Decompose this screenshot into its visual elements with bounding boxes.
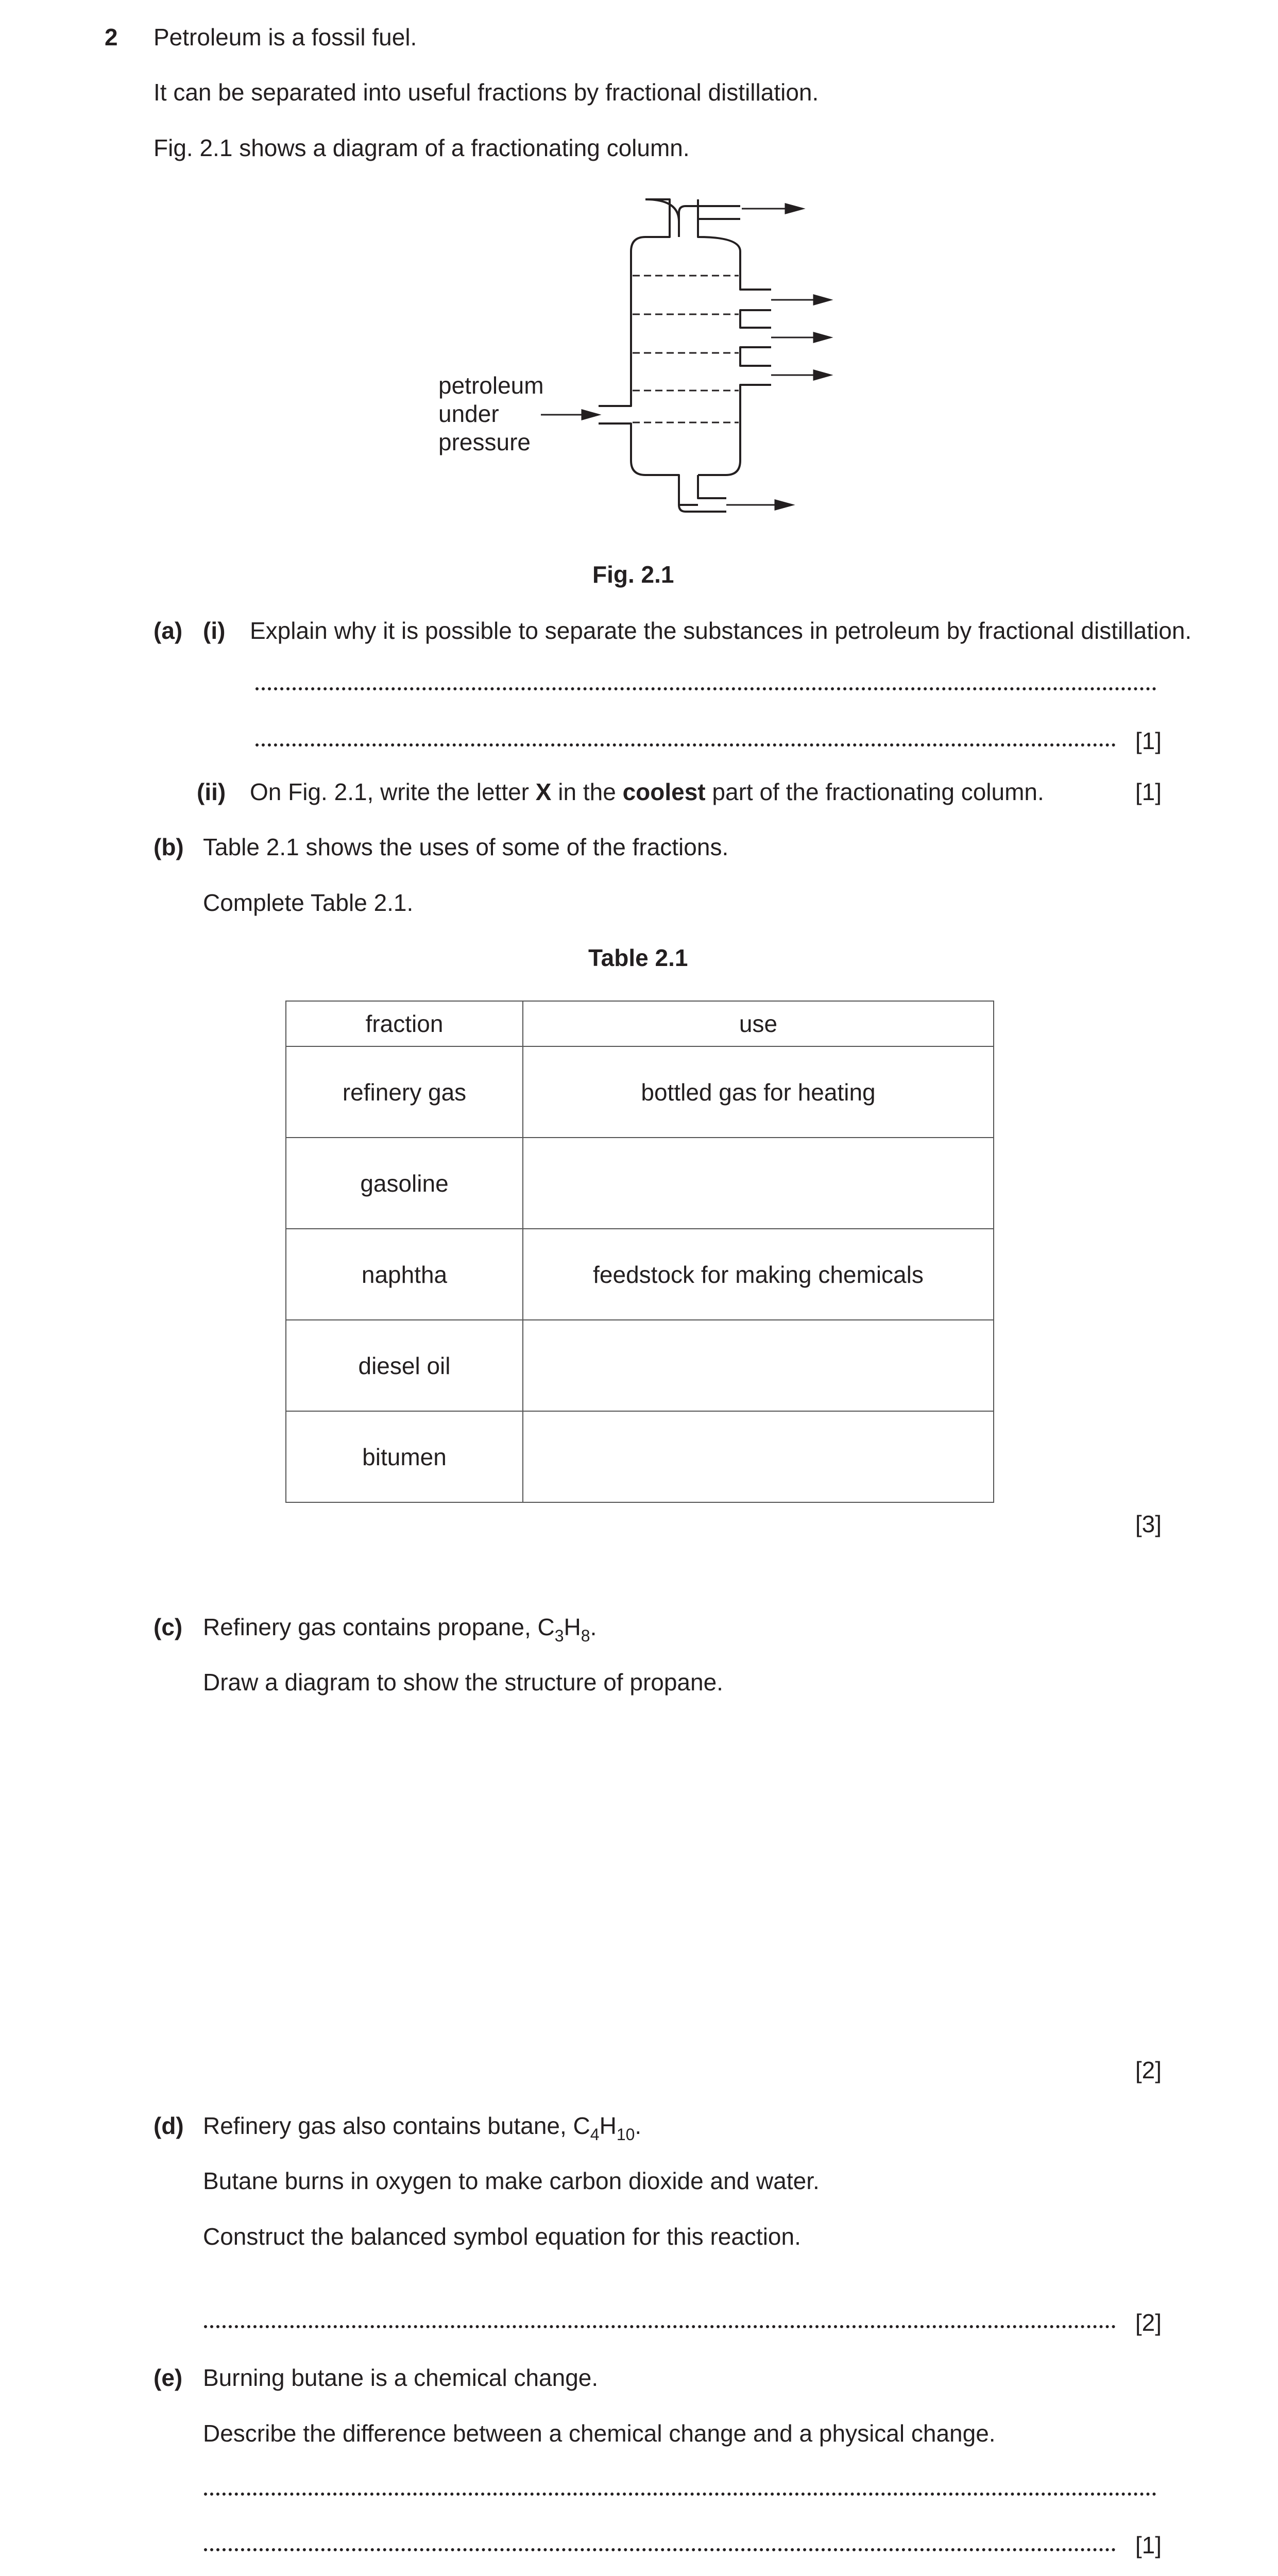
table-row [286,1046,994,1138]
part-e-text-1: Burning butane is a chemical change. [203,2364,599,2391]
table-header-row [286,1001,994,1046]
part-c-subscript-1: 3 [554,1626,564,1645]
question-number: 2 [105,24,118,50]
marks-d: [2] [1135,2309,1162,2336]
part-a-i-label: (i) [203,617,226,644]
table-row [286,1320,994,1411]
table-title: Table 2.1 [588,944,688,971]
part-c-text-mid: H [564,1614,581,1640]
marks-a-i: [1] [1135,727,1162,754]
answer-line-a-i-2[interactable] [255,743,1116,747]
intro-line-1: Petroleum is a fossil fuel. [154,24,417,50]
part-a-ii-coolest: coolest [622,778,706,805]
marks-e: [1] [1135,2532,1162,2558]
cell-fraction: bitumen [286,1411,523,1502]
part-c-text-1 [203,1613,597,1644]
header-use: use [523,1001,994,1046]
answer-line-e-1[interactable] [204,2493,1156,2496]
table-row [286,1229,994,1320]
part-a-label: (a) [154,617,183,644]
part-a-ii-text-3: part of the fractionating column. [705,778,1044,805]
part-c-label: (c) [154,1614,183,1640]
part-d-subscript-1: 4 [590,2125,600,2144]
table-row [286,1138,994,1229]
fractionating-column-diagram [0,185,1278,520]
figure-label-line-2: under [438,400,499,427]
part-b-text-1: Table 2.1 shows the uses of some of the fractions. [203,834,729,860]
figure-caption: Fig. 2.1 [592,561,674,588]
part-a-ii-text [250,777,1044,806]
cell-fraction: gasoline [286,1138,523,1229]
part-e-text-2: Describe the difference between a chemical change and a physical change. [203,2420,996,2447]
part-a-ii-label: (ii) [197,778,226,805]
answer-line-a-i-1[interactable] [255,687,1156,690]
marks-b: [3] [1135,1511,1162,1537]
figure-label-line-3: pressure [438,429,531,455]
part-d-text-pre: Refinery gas also contains butane, C [203,2112,590,2139]
marks-a-ii: [1] [1135,778,1162,805]
part-c-subscript-2: 8 [581,1626,590,1645]
part-b-text-2: Complete Table 2.1. [203,889,414,916]
part-d-text-2: Butane burns in oxygen to make carbon dioxide and water. [203,2167,820,2194]
cell-fraction: naphtha [286,1229,523,1320]
part-d-text-3: Construct the balanced symbol equation for this reaction. [203,2223,801,2250]
header-fraction: fraction [286,1001,523,1046]
cell-fraction: refinery gas [286,1046,523,1138]
part-d-subscript-2: 10 [616,2125,635,2144]
part-b-label: (b) [154,834,184,860]
part-d-text-end: . [635,2112,642,2139]
fractions-table [285,1001,994,1503]
part-c-text-pre: Refinery gas contains propane, C [203,1614,555,1640]
cell-use-answer[interactable] [523,1138,994,1229]
part-a-ii-text-1: On Fig. 2.1, write the letter [250,778,536,805]
intro-line-2: It can be separated into useful fractions by fractional distillation. [154,79,819,106]
part-c-text-2: Draw a diagram to show the structure of propane. [203,1669,723,1696]
table-row [286,1411,994,1502]
cell-use-answer[interactable] [523,1411,994,1502]
part-d-text-1 [203,2111,641,2143]
propane-drawing-area[interactable] [203,1716,1162,2035]
cell-fraction: diesel oil [286,1320,523,1411]
answer-line-d[interactable] [204,2325,1116,2328]
cell-use-answer[interactable] [523,1320,994,1411]
part-e-label: (e) [154,2364,183,2391]
cell-use: feedstock for making chemicals [523,1229,994,1320]
cell-use: bottled gas for heating [523,1046,994,1138]
figure-label-line-1: petroleum [438,372,544,399]
part-d-label: (d) [154,2112,184,2139]
marks-c: [2] [1135,2057,1162,2083]
part-c-text-end: . [590,1614,597,1640]
part-d-text-mid: H [599,2112,617,2139]
part-a-i-text: Explain why it is possible to separate the substances in petroleum by fractional distillation. [250,617,1192,644]
part-a-ii-text-2: in the [551,778,623,805]
part-a-ii-letter-x: X [535,778,552,805]
intro-line-3: Fig. 2.1 shows a diagram of a fractionating column. [154,134,690,161]
answer-line-e-2[interactable] [204,2548,1116,2551]
